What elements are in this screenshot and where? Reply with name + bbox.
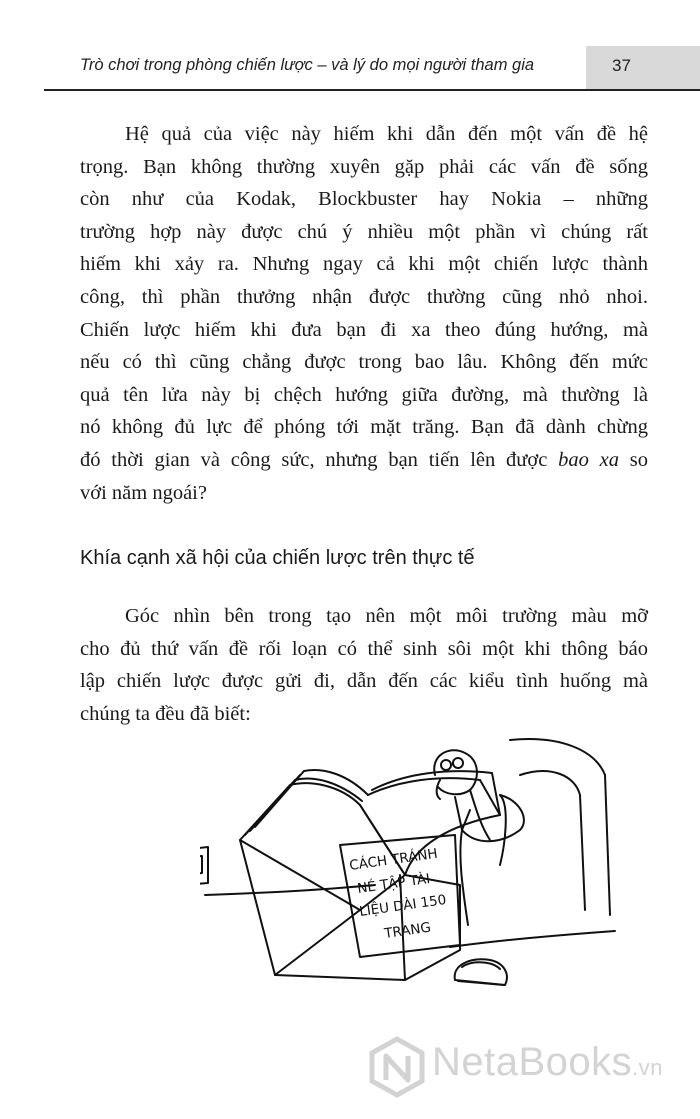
book-title-line: TRANG — [383, 919, 432, 942]
watermark-brand: NetaBooks — [432, 1040, 633, 1084]
man-figure — [434, 750, 524, 925]
book-title-line: LIỆU DÀI 150 — [358, 891, 448, 920]
paragraph-line: Chiến lược hiếm khi đưa bạn đi xa theo đúng hướng, mà — [80, 318, 648, 341]
desk-line-right — [450, 931, 615, 947]
section-heading: Khía cạnh xã hội của chiến lược trên thực tế — [80, 547, 475, 569]
paragraph-line: Góc nhìn bên trong tạo nên một môi trường màu mỡ — [125, 605, 648, 627]
book-title-line: NÉ TẬP TÀI — [356, 870, 432, 897]
cartoon-illustration — [200, 735, 620, 1015]
telephone-icon — [455, 959, 507, 985]
paragraph-line: với năm ngoái? — [80, 481, 207, 504]
paragraph-line: trọng. Bạn không thường xuyên gặp phải các vấn đề sống — [80, 155, 648, 178]
running-title: Trò chơi trong phòng chiến lược – và lý do mọi người tham gia — [80, 56, 535, 74]
text-run: so — [618, 448, 648, 471]
paragraph-2 — [80, 600, 648, 730]
paragraph-line: nếu có thì cũng chẳng được trong bao lâu. Không đến mức — [80, 351, 648, 374]
logo-icon — [368, 1036, 426, 1098]
page-number-box — [586, 46, 700, 89]
paragraph-line: còn như của Kodak, Blockbuster hay Nokia – những — [80, 188, 648, 211]
book-title-line: CÁCH TRÁNH — [348, 845, 439, 874]
paragraph-line: chúng ta đều đã biết: — [80, 702, 251, 725]
paragraph-line: cho đủ thứ vấn đề rối loạn có thể sinh sôi một khi thông báo — [80, 637, 648, 660]
paragraph-line: Hệ quả của việc này hiếm khi dẫn đến một vấn đề hệ — [125, 123, 648, 145]
watermark — [368, 1030, 698, 1110]
chair-outline — [510, 739, 610, 915]
paragraph-line: lập chiến lược được gửi đi, dẫn đến các kiểu tình huống mà — [80, 670, 648, 693]
paragraph-1 — [80, 118, 648, 509]
page-number: 37 — [612, 56, 631, 75]
paragraph-line: nó không đủ lực để phóng tới mặt trăng. Bạn đã dành chừng — [80, 416, 648, 439]
paragraph-line: hiếm khi xảy ra. Nhưng ngay cả khi một chiến lược thành — [80, 253, 648, 276]
paragraph-line: trường hợp này được chú ý nhiều một phần vì chúng rất — [80, 220, 648, 243]
header-rule — [44, 89, 700, 91]
text-run: đó thời gian và công sức, nhưng bạn tiến lên được — [80, 448, 559, 471]
watermark-text — [432, 1040, 663, 1085]
watermark-suffix: .vn — [632, 1055, 664, 1080]
paragraph-line — [80, 444, 648, 477]
paragraph-line: quả tên lửa này bị chệch hướng giữa đường, mà thường là — [80, 383, 648, 406]
italic-emphasis: bao xa — [558, 448, 619, 471]
paragraph-line: công, thì phần thưởng nhận được thường cũng nhỏ nhoi. — [80, 285, 648, 308]
